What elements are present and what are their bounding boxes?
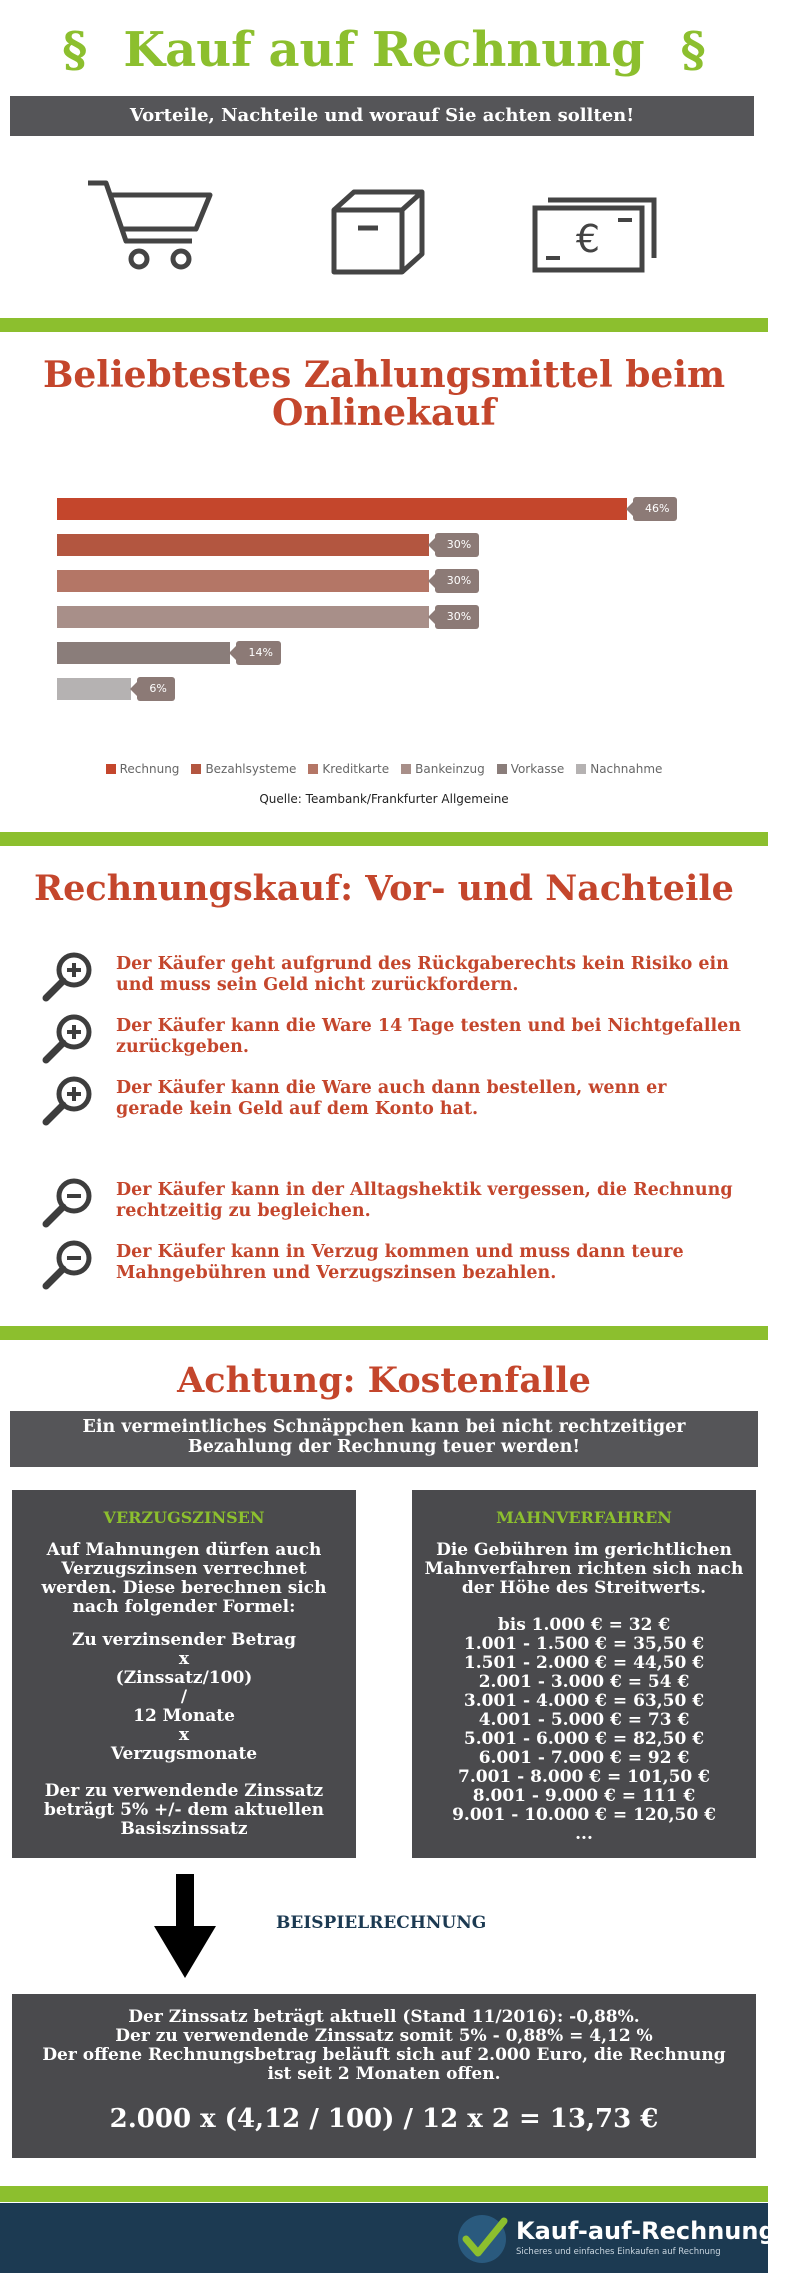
verzugszinsen-heading: VERZUGSZINSEN (103, 1508, 265, 1527)
legend-item (106, 762, 180, 776)
fee-row: 1.001 - 1.500 € = 35,50 € (463, 1634, 705, 1654)
text-line: ist seit 2 Monaten offen. (267, 2064, 501, 2084)
zoom-in-icon (40, 1074, 98, 1130)
zoom-in-icon (40, 1012, 98, 1068)
legend-label: Nachnahme (590, 762, 663, 776)
page-title (0, 22, 768, 78)
text-line: Die Gebühren im gerichtlichen (436, 1540, 732, 1560)
chart-source: Quelle: Teambank/Frankfurter Allgemeine (259, 792, 509, 806)
warning-banner-line1: Ein vermeintliches Schnäppchen kann bei nicht rechtzeitiger (82, 1417, 686, 1437)
fee-row: 1.501 - 2.000 € = 44,50 € (463, 1653, 705, 1673)
fee-row: 8.001 - 9.000 € = 111 € (472, 1786, 696, 1806)
svg-text:€: € (575, 217, 601, 261)
fee-row: bis 1.000 € = 32 € (497, 1615, 671, 1635)
chart-bar (57, 642, 230, 664)
formula-line: (Zinssatz/100) (115, 1668, 253, 1688)
verzugszinsen-intro (12, 1541, 356, 1617)
pro-item-text (116, 954, 756, 996)
text-line: Mahngebühren und Verzugszinsen bezahlen. (116, 1263, 557, 1283)
chart-data-label: 30% (435, 569, 479, 593)
warning-title: Achtung: Kostenfalle (177, 1360, 591, 1401)
legend-item (191, 762, 296, 776)
legend-item (308, 762, 389, 776)
legend-item (576, 762, 662, 776)
zoom-in-icon (40, 950, 98, 1006)
text-line: Der Käufer kann in Verzug kommen und muss dann teure (116, 1242, 684, 1262)
text-line: und muss sein Geld nicht zurückfordern. (116, 975, 519, 995)
example-text (12, 2008, 756, 2084)
shopping-cart-icon (86, 175, 216, 279)
legend-item (497, 762, 565, 776)
text-line: Der zu verwendende Zinssatz somit 5% - 0,88% = 4,12 % (115, 2026, 653, 2046)
legend-item (401, 762, 485, 776)
section-symbol-left: § (62, 22, 88, 78)
mahnverfahren-intro (412, 1541, 756, 1598)
chart-data-label: 30% (435, 605, 479, 629)
subtitle-banner: Vorteile, Nachteile und worauf Sie achten sollten! (10, 96, 754, 136)
text-line: gerade kein Geld auf dem Konto hat. (116, 1099, 479, 1119)
text-line: Der Käufer kann die Ware auch dann bestellen, wenn er (116, 1078, 667, 1098)
text-line: nach folgender Formel: (72, 1597, 296, 1617)
fee-row: 6.001 - 7.000 € = 92 € (478, 1748, 690, 1768)
chart-bar (57, 534, 429, 556)
text-line: der Höhe des Streitwerts. (461, 1578, 707, 1598)
formula-line: Zu verzinsender Betrag (71, 1630, 297, 1650)
example-result: 2.000 x (4,12 / 100) / 12 x 2 = 13,73 € (109, 2104, 659, 2134)
warning-banner-line2: Bezahlung der Rechnung teuer werden! (187, 1437, 581, 1457)
chart-legend (0, 762, 768, 776)
verzugszinsen-note (12, 1782, 356, 1839)
verzugszinsen-formula (12, 1631, 356, 1764)
formula-line: x (178, 1725, 190, 1745)
fee-row: 2.001 - 3.000 € = 54 € (478, 1672, 690, 1692)
text-line: Der Käufer kann in der Alltagshektik vergessen, die Rechnung (116, 1180, 733, 1200)
legend-label: Bezahlsysteme (205, 762, 297, 776)
example-heading: BEISPIELRECHNUNG (276, 1913, 487, 1933)
text-line: Der Käufer geht aufgrund des Rückgaberechts kein Risiko ein (116, 954, 729, 974)
legend-swatch (497, 764, 507, 774)
fee-row: 9.001 - 10.000 € = 120,50 € (452, 1805, 716, 1825)
footer-logo-tld: .de (775, 2228, 799, 2243)
con-item-text (116, 1180, 756, 1222)
text-line: rechtzeitig zu begleichen. (116, 1201, 371, 1221)
mahnverfahren-fee-table (412, 1616, 756, 1844)
text-line: Der zu verwendende Zinssatz (44, 1781, 324, 1801)
divider (0, 2186, 768, 2202)
formula-line: x (178, 1649, 190, 1669)
text-line: Der Zinssatz beträgt aktuell (Stand 11/2016): -0,88%. (128, 2007, 640, 2027)
arrow-down-icon (154, 1874, 216, 1982)
zoom-out-icon (40, 1238, 98, 1294)
package-box-icon (330, 188, 426, 280)
legend-label: Bankeinzug (415, 762, 485, 776)
mahnverfahren-box (412, 1490, 756, 1858)
con-item-text (116, 1242, 756, 1284)
divider (0, 1326, 768, 1340)
fee-row: 7.001 - 8.000 € = 101,50 € (458, 1767, 710, 1787)
text-line: Verzugszinsen verrechnet (61, 1559, 307, 1579)
chart-bar (57, 606, 429, 628)
formula-line: 12 Monate (133, 1706, 235, 1726)
legend-swatch (308, 764, 318, 774)
footer (0, 2203, 799, 2273)
mahnverfahren-heading: MAHNVERFAHREN (496, 1508, 672, 1527)
legend-label: Vorkasse (510, 762, 565, 776)
chart-data-label: 30% (435, 533, 479, 557)
zoom-out-icon (40, 1176, 98, 1232)
fee-row: 5.001 - 6.000 € = 82,50 € (463, 1729, 705, 1749)
pro-item-text (116, 1078, 756, 1120)
fee-row: 4.001 - 5.000 € = 73 € (478, 1710, 690, 1730)
verzugszinsen-box (12, 1490, 356, 1858)
euro-banknote-icon (532, 196, 658, 278)
formula-line: / (180, 1687, 188, 1707)
footer-logo-text: Kauf-auf-Rechnung (516, 2217, 776, 2245)
pro-item-text (116, 1016, 756, 1058)
fee-row: 3.001 - 4.000 € = 63,50 € (463, 1691, 705, 1711)
legend-label: Kreditkarte (322, 762, 390, 776)
legend-swatch (106, 764, 116, 774)
text-line: zurückgeben. (116, 1037, 249, 1057)
text-line: beträgt 5% +/- dem aktuellen (43, 1800, 325, 1820)
warning-banner (10, 1411, 758, 1467)
example-box (12, 1994, 756, 2158)
chart-title (0, 356, 768, 432)
text-line: werden. Diese berechnen sich (41, 1578, 327, 1598)
footer-logo[interactable] (516, 2217, 799, 2245)
text-line: Auf Mahnungen dürfen auch (46, 1540, 322, 1560)
text-line: Der offene Rechnungsbetrag beläuft sich auf 2.000 Euro, die Rechnung (42, 2045, 726, 2065)
chart-data-label: 46% (633, 497, 677, 521)
legend-label: Rechnung (119, 762, 180, 776)
text-line: Basiszinssatz (120, 1819, 248, 1839)
chart-title-line2: Onlinekauf (272, 392, 496, 434)
chart-bar (57, 498, 627, 520)
footer-tagline: Sicheres und einfaches Einkaufen auf Rechnung (516, 2247, 721, 2257)
legend-swatch (191, 764, 201, 774)
formula-line: Verzugsmonate (110, 1744, 258, 1764)
bar-chart (0, 480, 768, 720)
divider (0, 318, 768, 332)
chart-data-label: 6% (137, 677, 174, 701)
chart-data-label: 14% (236, 641, 280, 665)
page-title-text: Kauf auf Rechnung (123, 22, 645, 78)
chart-bar (57, 678, 131, 700)
pros-cons-title: Rechnungskauf: Vor- und Nachteile (34, 868, 734, 909)
section-symbol-right: § (680, 22, 706, 78)
divider (0, 832, 768, 846)
check-shield-logo-icon (454, 2213, 514, 2269)
chart-title-line1: Beliebtestes Zahlungsmittel beim (42, 354, 726, 396)
chart-bar (57, 570, 429, 592)
legend-swatch (401, 764, 411, 774)
text-line: Der Käufer kann die Ware 14 Tage testen und bei Nichtgefallen (116, 1016, 741, 1036)
fee-row: ... (575, 1824, 593, 1844)
text-line: Mahnverfahren richten sich nach (424, 1559, 744, 1579)
legend-swatch (576, 764, 586, 774)
